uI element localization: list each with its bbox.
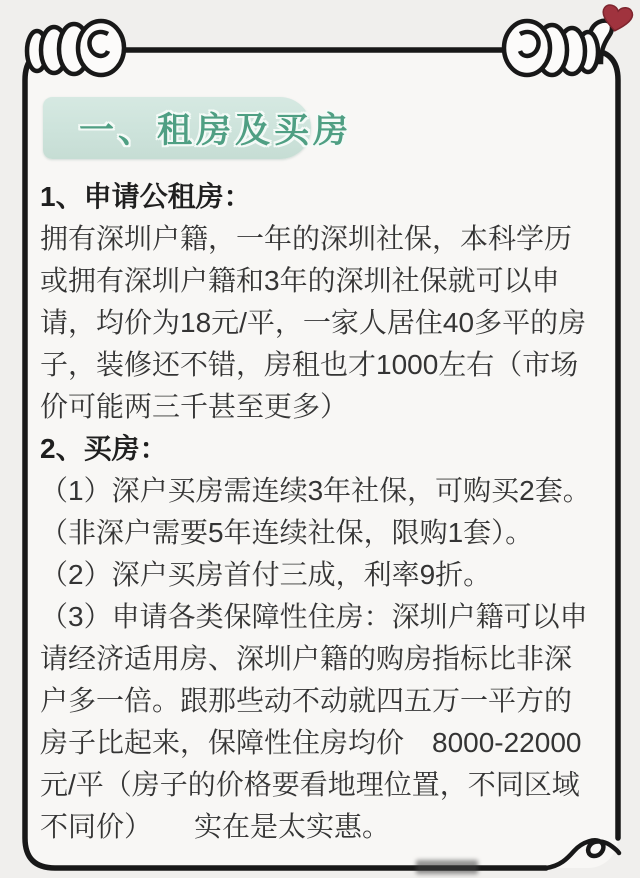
text-line: （2）深户买房首付三成，利率9折。 xyxy=(40,559,492,590)
text-line: 元/平（房子的价格要看地理位置，不同区域 xyxy=(40,769,580,800)
buy-section-heading: 2、买房： xyxy=(40,433,168,464)
text-line: 不同价） 实在是太实惠。 xyxy=(40,811,391,842)
section-title-banner xyxy=(43,97,353,159)
text-line: 价可能两三千甚至更多） xyxy=(40,391,349,422)
text-line: （1）深户买房需连续3年社保，可购买2套。 xyxy=(40,475,591,506)
text-line: （3）申请各类保障性住房：深圳户籍可以申 xyxy=(40,601,588,632)
text-line: 请，均价为18元/平，一家人居住40多平的房 xyxy=(40,307,587,338)
text-line: 或拥有深圳户籍和3年的深圳社保就可以申 xyxy=(40,265,560,296)
left-fist-icon xyxy=(27,21,124,75)
text-line: 房子比起来，保障性住房均价 8000-22000 xyxy=(40,727,582,758)
text-line: 子，装修还不错，房租也才1000左右（市场 xyxy=(40,349,579,380)
section-title: 一、租房及买房 xyxy=(79,111,353,150)
right-fist-icon xyxy=(504,21,612,75)
text-line: 请经济适用房、深圳户籍的购房指标比非深 xyxy=(40,643,573,674)
body-text xyxy=(40,176,604,848)
text-line: 户多一倍。跟那些动不动就四五万一平方的 xyxy=(40,685,573,716)
watermark-remnant xyxy=(416,860,478,874)
text-line: （非深户需要5年连续社保，限购1套）。 xyxy=(40,517,534,548)
rent-section-heading: 1、申请公租房： xyxy=(40,181,252,212)
text-line: 拥有深圳户籍，一年的深圳社保，本科学历 xyxy=(40,223,573,254)
